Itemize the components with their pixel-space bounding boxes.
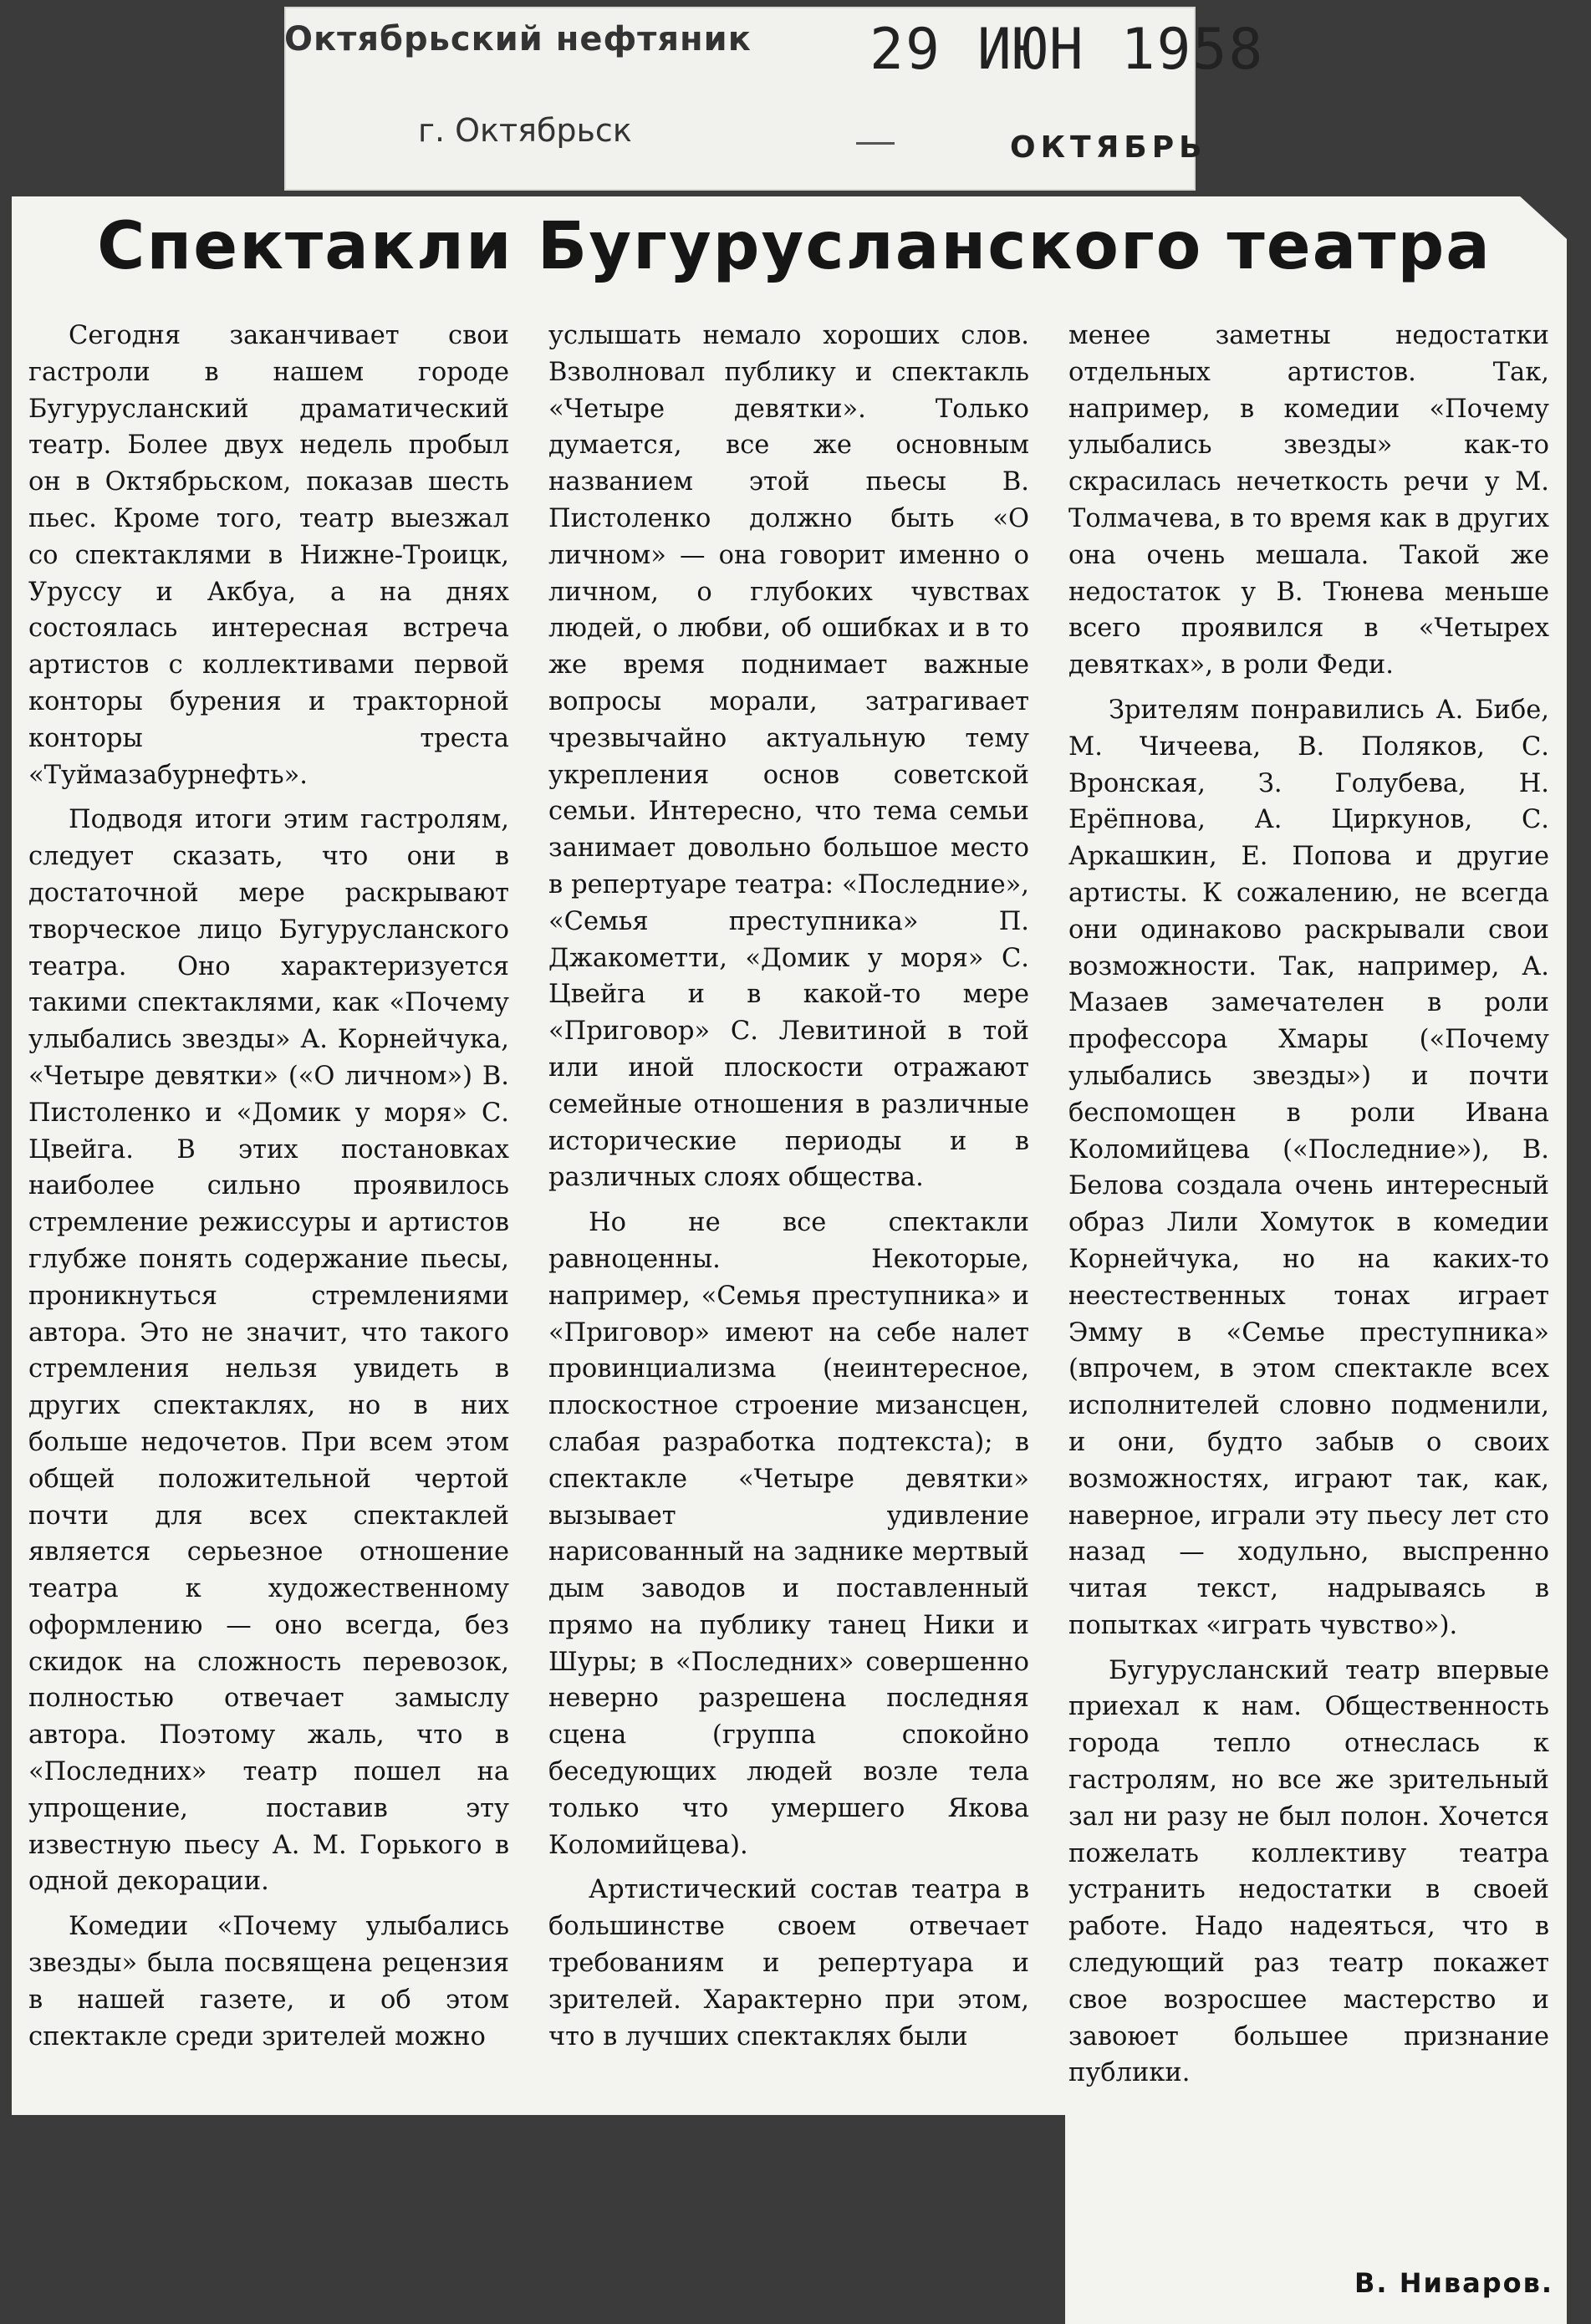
paragraph: Комедии «Почему улыбались звезды» была посвящена рецензия в нашей газете, и об этом спектакле среди зрителей можно (28, 1912, 509, 2051)
article-column-3 (1068, 318, 1549, 2100)
clipping-cut (12, 2115, 1065, 2324)
paragraph: Сегодня заканчивает свои гастроли в нашем городе Бугурусланский драматический театр. Более двух недель пробыл он в Октябрьском, показав шесть пьес. Кроме того, театр выезжал со спектаклями в Нижне-Троицк, Уруссу и Акбуа, а на днях состоялась интересная встреча артистов с коллективами первой конторы бурения и тракторной конторы треста «Туймазабурнефть». (28, 321, 509, 790)
paragraph: Подводя итоги этим гастролям, следует сказать, что они в достаточной мере раскрывают творческое лицо Бугурусланского театра. Оно характеризуется такими спектаклями, как «Почему улыбались звезды» А. Корнейчука, «Четыре девятки» («О личном») В. Пистоленко и «Домик у моря» С. Цвейга. В этих постановках наиболее сильно проявилось стремление режиссуры и артистов глубже понять содержание пьесы, проникнуться стремлениями автора. Это не значит, что такого стремления нельзя увидеть в других спектаклях, но в них больше недочетов. При всем этом общей положительной чертой почти для всех спектаклей является серьезное отношение театра к художественному оформлению — оно всегда, без скидок на сложность перевозок, полностью отвечает замыслу автора. Поэтому жаль, что в «Последних» театр пошел на упрощение, поставив эту известную пьесу А. М. Горького в одной декорации. (28, 805, 509, 1897)
paragraph: Артистический состав театра в большинстве своем отвечает требованиям и репертуара и зрителей. Характерно при этом, что в лучших спектаклях были (548, 1875, 1029, 2051)
newspaper-name: Октябрьский нефтяник (284, 20, 752, 59)
paragraph: услышать немало хороших слов. Взволновал публику и спектакль «Четыре девятки». Только думается, все же основным названием этой пьесы В. Пистоленко должно быть «О личном» — она говорит именно о личном, о глубоких чувствах людей, о любви, об ошибках и в то же время поднимает важные вопросы морали, затрагивает чрезвычайно актуальную тему укрепления основ советской семьи. Интересно, что тема семьи занимает довольно большое место в репертуаре театра: «Последние», «Семья преступника» П. Джакометти, «Домик у моря» С. Цвейга и в какой-то мере «Приговор» С. Левитиной в той или иной плоскости отражают семейные отношения в различные исторические периоды и в различных слоях общества. (548, 321, 1029, 1193)
paragraph: менее заметны недостатки отдельных артистов. Так, например, в комедии «Почему улыбались звезды» как-то скрасилась нечеткость речи у М. Толмачева, в то время как в других она очень мешала. Такой же недостаток у В. Тюнева меньше всего проявился в «Четырех девятках», в роли Феди. (1068, 321, 1549, 680)
article-column-1 (28, 318, 509, 2063)
author-signature: В. Ниваров. (1354, 2267, 1554, 2299)
stamp-mark: ОКТЯБРЬ (1010, 130, 1207, 165)
paragraph: Но не все спектакли равноценны. Некоторые, например, «Семья преступника» и «Приговор» имеют на себе налет провинциализма (неинтересное, плоскостное строение мизансцен, слабая разработка подтекста); в спектакле «Четыре девятки» вызывает удивление нарисованный на заднике мертвый дым заводов и поставленный прямо на публику танец Ники и Шуры; в «Последних» совершенно неверно разрешена последняя сцена (группа спокойно беседующих людей возле тела только что умершего Якова Коломийцева). (548, 1208, 1029, 1860)
stamp-divider (856, 142, 895, 145)
publication-date: 29 ИЮН 1958 (869, 17, 1265, 83)
paragraph: Бугурусланский театр впервые приехал к нам. Общественность города тепло отнеслась к гастролям, но все же зрительный зал ни разу не был полон. Хочется пожелать коллективу театра устранить недостатки в своей работе. Надо надеяться, что в следующий раз театр покажет свое возросшее мастерство и завоюет большее признание публики. (1068, 1655, 1549, 2088)
newspaper-city: г. Октябрьск (418, 112, 632, 149)
article-column-2 (548, 318, 1029, 2063)
article-headline: Спектакли Бугурусланского театра (97, 209, 1492, 284)
paragraph: Зрителям понравились А. Бибе, М. Чичеева, В. Поляков, С. Вронская, З. Голубева, Н. Ерёпнова, А. Циркунов, С. Аркашкин, Е. Попова и другие артисты. К сожалению, не всегда они одинаково раскрывали свои возможности. Так, например, А. Мазаев замечателен в роли профессора Хмары («Почему улыбались звезды») и почти беспомощен в роли Ивана Коломийцева («Последние»), В. Белова создала очень интересный образ Лили Хомуток в комедии Корнейчука, но на каких-то неестественных тонах играет Эмму в «Семье преступника» (впрочем, в этом спектакле всех исполнителей словно подменили, и они, будто забыв о своих возможностях, играют так, как, наверное, играли эту пьесу лет сто назад — ходульно, выспренно читая текст, надрываясь в попытках «играть чувство»). (1068, 695, 1549, 1640)
